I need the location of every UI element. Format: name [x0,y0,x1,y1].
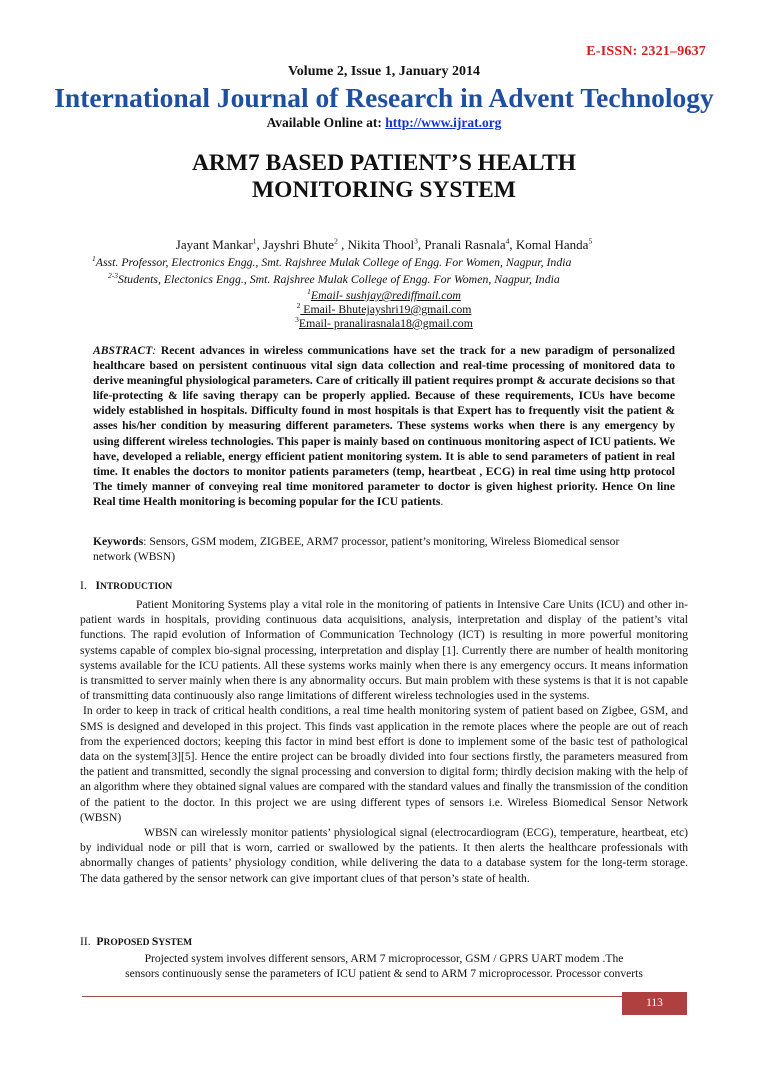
paragraph: Projected system involves different sensors, ARM 7 microprocessor, GSM / GPRS UART modem .The [144,952,624,965]
author-sup: 4 [505,236,510,246]
email-sup: 3 [295,315,299,325]
author: Komal Handa [515,237,589,252]
page-number: 113 [622,992,687,1015]
author-sep: , [509,237,516,252]
author: Jayshri Bhute [262,237,335,252]
section-smallcaps: NTRODUCTION [99,582,173,592]
email-1 [0,288,768,303]
section-smallcaps: YSTEM [158,938,193,948]
author: Nikita Thool [347,237,415,252]
affiliation-text: Asst. Professor, Electronics Engg., Smt. Rajshree Mulak College of Engg. For Women, Nagpur, India [95,255,572,269]
author-sep: , [417,237,425,252]
email-link[interactable]: Email- pranalirasnala18@gmail.com [298,316,473,330]
paragraph: Patient Monitoring Systems play a vital role in the monitoring of patients in Intensive Care Units (ICU) and other in-patient wards in hospitals, providing continuous data acquisitions, analysis, interpretation and display of the patient’s vital functions. The rapid evolution of Information of Communication Technology (ICT) is resulting in more powerful monitoring systems capable of complex bio-signal processing, interpretation and display [1]. Currently there are number of health monitoring systems available for the ICU patients. All these systems works mainly when there is any emergency occurs. It means information is transmitted to server mainly when there is any abnormality occurs. But main problem with these systems is that it is not capable of transmitting data continuously also range limitations of different wireless technologies used in the systems. [80,598,688,703]
email-link[interactable]: Email- Bhutejayshri19@gmail.com [300,302,472,316]
abstract-end: . [440,494,444,508]
journal-url-link[interactable]: http://www.ijrat.org [385,115,502,130]
issn-label: E-ISSN: 2321–9637 [586,44,706,59]
author-sup: 5 [588,236,593,246]
abstract-text: Recent advances in wireless communications have set the track for a new paradigm of personalized healthcare based on persistent continuous vital sign data collection and real-time processing of monitored data to derive meaningful physiological parameters. Care of critically ill patient requires prompt & accurate decisions so that life-protecting & life saving therapy can be properly applied. Because of these requirements, ICUs have become widely established in hospitals. Difficulty found in most hospitals is that Expert has to frequently visit the patient & asses his/her condition by measuring different parameters. These systems works when there is any emergency by using different wireless technologies. This paper is mainly based on continuous monitoring aspect of ICU patients. We have, developed a reliable, energy efficient patient monitoring system. It is able to send parameters of patient in real time. It enables the doctors to monitor patients parameters (temp, heartbeat , ECG) in real time using http protocol The timely manner of conveying real time monitored parameter to doctor is given highest priority. Hence On line Real time Health monitoring is becoming popular for the ICU patients [93,344,675,508]
abstract-colon: : [152,344,161,357]
affiliation-2 [108,272,560,287]
affiliation-sup: 1 [92,254,96,264]
section-cap: I [95,579,100,592]
email-2 [0,302,768,317]
keywords-label: Keywords [93,535,144,548]
section-cap: P [96,935,104,948]
section-number: II. [80,935,97,948]
section-smallcaps: ROPOSED [103,938,152,948]
author: Jayant Mankar [175,237,253,252]
author-sep: , [256,237,263,252]
keywords-text: : Sensors, GSM modem, ZIGBEE, ARM7 processor, patient’s monitoring, Wireless Biomedical sensor network (WBSN) [93,535,620,564]
affiliation-text: Students, Electonics Engg., Smt. Rajshree Mulak College of Engg. For Women, Nagpur, India [118,272,560,286]
email-link[interactable]: Email- sushjay@rediffmail.com [310,288,461,302]
affiliation-1 [92,255,571,270]
paragraph: In order to keep in track of critical health conditions, a real time health monitoring system of patient based on Zigbee, GSM, and SMS is designed and developed in this project. This finds vast application in the remote places where the people are out of reach from the experienced doctors; keeping this factor in mind best effort is done to implement some of the basic test of pathological data on the system[3][5]. Hence the entire project can be broadly divided into four sections firstly, the parameters measured from the patient and transmitted, secondly the signal processing and conversion to digital form; thirdly decision making with the help of an algorithm where they obtained signal values are compared with the standard values and finally the transmission of the condition of the patient to the doctor. In this project we are using different types of sensors i.e. Wireless Biomedical Sensor Network (WBSN) [80,704,688,824]
online-label: Available Online at: [266,115,386,130]
email-3 [0,316,768,331]
author-sep: , [337,237,348,252]
author-sup: 2 [334,236,338,246]
proposed-system-body [80,951,688,981]
author: Pranali Rasnala [424,237,506,252]
title-line-1: ARM7 BASED PATIENT’S HEALTH [191,150,577,176]
section-heading-proposed-system [80,935,192,948]
section-heading-introduction [80,579,172,592]
email-sup: 1 [307,287,311,297]
section-number: I. [80,579,96,592]
affiliation-sup: 2-3 [108,271,118,281]
author-list [0,237,768,253]
email-sup: 2 [296,301,301,311]
paragraph: WBSN can wirelessly monitor patients’ physiological signal (electrocardiogram (ECG), temperature, heartbeat, etc) by individual node or pill that is worn, carried or swallowed by the patients. It then alerts the healthcare professionals with abnormally changes of patients’ physiology condition, while delivering the data to a database system for the long-term storage. The data gathered by the sensor network can give important clues of that person’s state of health. [80,826,688,885]
author-sup: 1 [252,236,257,246]
paragraph: sensors continuously sense the parameters of ICU patient & send to ARM 7 microprocessor. Processor converts [125,967,643,981]
availability-line [0,115,768,131]
footer-rule [82,996,687,997]
volume-issue: Volume 2, Issue 1, January 2014 [287,64,480,79]
paper-title [0,150,768,204]
abstract-label: ABSTRACT [93,344,153,357]
abstract [93,343,675,509]
title-line-2: MONITORING SYSTEM [252,177,516,203]
author-sup: 3 [414,236,418,246]
introduction-body [80,597,688,886]
journal-title: International Journal of Research in Advent Technology [54,82,714,113]
keywords [93,534,653,564]
section-cap: S [151,935,159,948]
